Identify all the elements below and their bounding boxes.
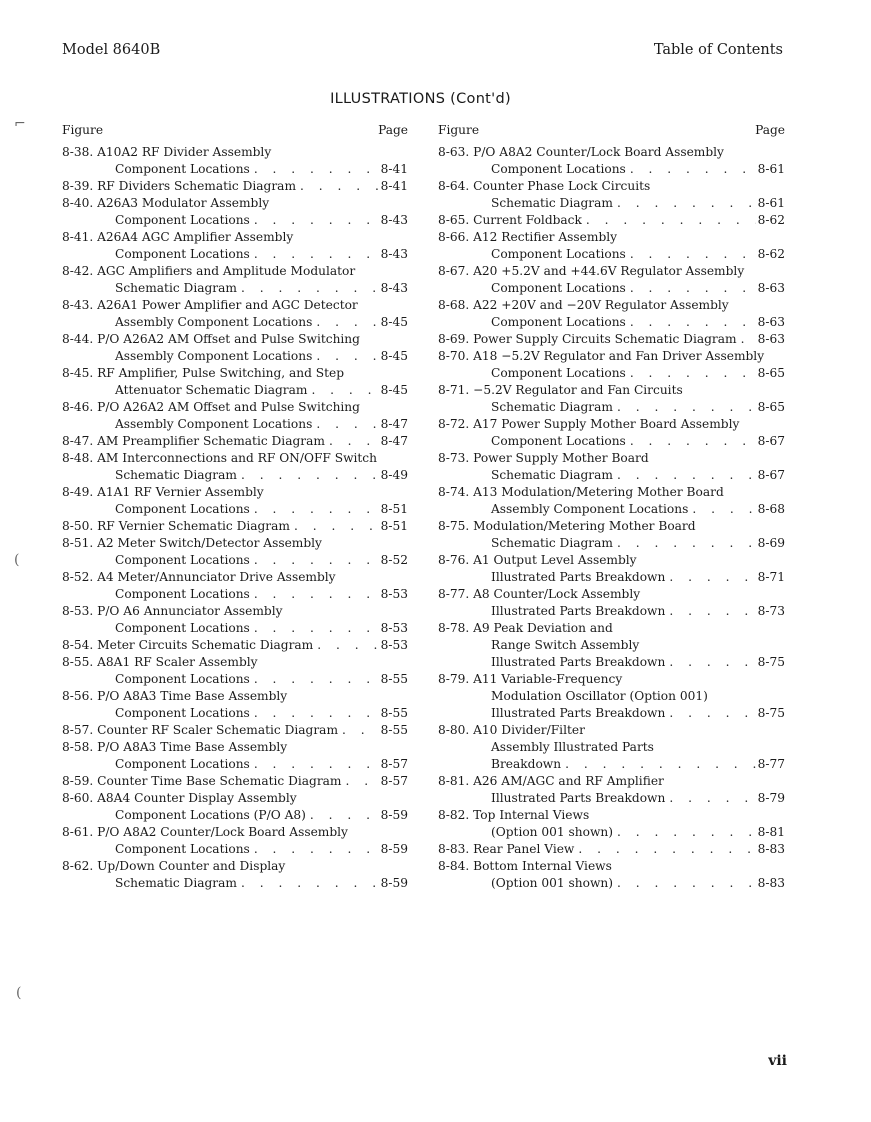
toc-entry-text: 8-61. P/O A8A2 Counter/Lock Board Assembly bbox=[62, 825, 348, 839]
dot-leader bbox=[626, 246, 756, 263]
toc-entry-text: 8-79. A11 Variable-Frequency bbox=[438, 672, 623, 686]
toc-entry bbox=[438, 263, 785, 280]
dot-leader bbox=[290, 518, 379, 535]
toc-entry bbox=[62, 297, 408, 314]
toc-entry-text: Range Switch Assembly bbox=[491, 638, 640, 652]
toc-entry-text: 8-56. P/O A8A3 Time Base Assembly bbox=[62, 689, 288, 703]
toc-entry-text: 8-83. Rear Panel View bbox=[438, 842, 575, 856]
toc-entry-text: (Option 001 shown) bbox=[491, 876, 614, 890]
toc-entry bbox=[62, 178, 408, 195]
toc-column-left bbox=[62, 121, 408, 892]
toc-entry-text: 8-82. Top Internal Views bbox=[438, 808, 590, 822]
toc-entry bbox=[438, 144, 785, 161]
toc-entry-text: 8-60. A8A4 Counter Display Assembly bbox=[62, 791, 297, 805]
toc-entry-text: 8-47. AM Preamplifier Schematic Diagram bbox=[62, 434, 325, 448]
toc-entry bbox=[438, 195, 785, 212]
toc-entry-text: Assembly Component Locations bbox=[115, 417, 313, 431]
toc-entry-text: 8-80. A10 Divider/Filter bbox=[438, 723, 585, 737]
toc-entry bbox=[62, 501, 408, 518]
column-header bbox=[62, 121, 408, 139]
toc-entry-page: 8-62 bbox=[757, 213, 785, 227]
dot-leader bbox=[626, 365, 756, 382]
toc-entry-text: 8-42. AGC Amplifiers and Amplitude Modulator bbox=[62, 264, 356, 278]
toc-entry-text: Modulation Oscillator (Option 001) bbox=[491, 689, 708, 703]
toc-entry-text: 8-77. A8 Counter/Lock Assembly bbox=[438, 587, 641, 601]
running-header-section: Table of Contents bbox=[653, 42, 783, 58]
dot-leader bbox=[561, 756, 756, 773]
toc-entry-text: Component Locations bbox=[491, 281, 626, 295]
toc-entry-text: Component Locations bbox=[115, 587, 250, 601]
toc-entry-text: Assembly Component Locations bbox=[115, 315, 313, 329]
toc-entry bbox=[62, 756, 408, 773]
dot-leader bbox=[737, 331, 756, 348]
dot-leader bbox=[296, 178, 379, 195]
toc-entry-text: Component Locations bbox=[115, 842, 250, 856]
toc-entry-text: Component Locations bbox=[491, 366, 626, 380]
toc-entry-page: 8-62 bbox=[757, 247, 785, 261]
toc-entry-page: 8-49 bbox=[380, 468, 408, 482]
toc-entry bbox=[438, 688, 785, 705]
toc-entry-text: 8-81. A26 AM/AGC and RF Amplifier bbox=[438, 774, 664, 788]
toc-entry-page: 8-53 bbox=[380, 621, 408, 635]
toc-entry-page: 8-65 bbox=[757, 400, 785, 414]
toc-entry-text: 8-52. A4 Meter/Annunciator Drive Assembly bbox=[62, 570, 336, 584]
toc-entry-text: Illustrated Parts Breakdown bbox=[491, 706, 666, 720]
toc-entry-text: 8-62. Up/Down Counter and Display bbox=[62, 859, 286, 873]
toc-entry-text: Schematic Diagram bbox=[491, 196, 613, 210]
toc-entry-page: 8-57 bbox=[380, 757, 408, 771]
toc-entry-text: Breakdown bbox=[491, 757, 562, 771]
dot-leader bbox=[582, 212, 756, 229]
toc-entry-page: 8-67 bbox=[757, 468, 785, 482]
dot-leader bbox=[613, 875, 756, 892]
toc-entry-page: 8-63 bbox=[757, 315, 785, 329]
toc-entry bbox=[62, 535, 408, 552]
toc-entry bbox=[438, 518, 785, 535]
toc-entry-text: Component Locations bbox=[115, 757, 250, 771]
toc-entry-text: Component Locations bbox=[115, 247, 250, 261]
toc-entry bbox=[62, 348, 408, 365]
toc-entry bbox=[62, 433, 408, 450]
toc-entry-page: 8-41 bbox=[380, 162, 408, 176]
toc-entry-text: 8-39. RF Dividers Schematic Diagram bbox=[62, 179, 296, 193]
toc-entry bbox=[438, 654, 785, 671]
toc-entry-text: Assembly Component Locations bbox=[491, 502, 689, 516]
toc-entry-text: 8-59. Counter Time Base Schematic Diagram bbox=[62, 774, 342, 788]
toc-entry bbox=[438, 501, 785, 518]
toc-entry-page: 8-75 bbox=[757, 655, 785, 669]
dot-leader bbox=[250, 620, 379, 637]
dot-leader bbox=[341, 773, 378, 790]
toc-entry-page: 8-61 bbox=[757, 196, 785, 210]
dot-leader bbox=[665, 603, 755, 620]
toc-entry-text: Illustrated Parts Breakdown bbox=[491, 604, 666, 618]
dot-leader bbox=[250, 501, 379, 518]
toc-entry-text: 8-71. −5.2V Regulator and Fan Circuits bbox=[438, 383, 683, 397]
toc-entry bbox=[62, 569, 408, 586]
toc-entry-page: 8-43 bbox=[380, 247, 408, 261]
toc-entry-text: Illustrated Parts Breakdown bbox=[491, 655, 666, 669]
toc-entry bbox=[438, 535, 785, 552]
dot-leader bbox=[338, 722, 379, 739]
toc-entry-page: 8-71 bbox=[757, 570, 785, 584]
toc-entry bbox=[62, 450, 408, 467]
toc-entry-text: 8-40. A26A3 Modulator Assembly bbox=[62, 196, 270, 210]
dot-leader bbox=[237, 280, 379, 297]
toc-entry bbox=[62, 654, 408, 671]
dot-leader bbox=[626, 161, 756, 178]
column-header bbox=[438, 121, 785, 139]
dot-leader bbox=[665, 654, 755, 671]
toc-entry bbox=[438, 297, 785, 314]
toc-entry-page: 8-61 bbox=[757, 162, 785, 176]
page-title: ILLUSTRATIONS (Cont'd) bbox=[330, 91, 511, 107]
toc-entry-text: Schematic Diagram bbox=[115, 876, 237, 890]
toc-entry bbox=[438, 807, 785, 824]
toc-entry bbox=[62, 518, 408, 535]
toc-entry bbox=[438, 552, 785, 569]
dot-leader bbox=[626, 314, 756, 331]
dot-leader bbox=[626, 280, 756, 297]
dot-leader bbox=[325, 433, 379, 450]
toc-entry-page: 8-43 bbox=[380, 213, 408, 227]
toc-entry bbox=[62, 229, 408, 246]
toc-entry bbox=[62, 365, 408, 382]
dot-leader bbox=[250, 212, 379, 229]
toc-entry bbox=[438, 790, 785, 807]
toc-entry-text: Schematic Diagram bbox=[115, 281, 237, 295]
toc-entry bbox=[62, 399, 408, 416]
toc-entry-text: 8-69. Power Supply Circuits Schematic Diagram bbox=[438, 332, 737, 346]
dot-leader bbox=[613, 535, 756, 552]
toc-entry-text: 8-44. P/O A26A2 AM Offset and Pulse Switching bbox=[62, 332, 360, 346]
toc-entry bbox=[62, 705, 408, 722]
binder-hole-mark: ⌐ bbox=[14, 116, 26, 132]
toc-entry-text: 8-72. A17 Power Supply Mother Board Assembly bbox=[438, 417, 740, 431]
toc-entry-text: Assembly Component Locations bbox=[115, 349, 313, 363]
toc-entry-text: 8-54. Meter Circuits Schematic Diagram bbox=[62, 638, 314, 652]
toc-entry bbox=[62, 212, 408, 229]
figure-column-label: Figure bbox=[438, 123, 480, 137]
toc-entry-text: 8-75. Modulation/Metering Mother Board bbox=[438, 519, 696, 533]
toc-entry-page: 8-75 bbox=[757, 706, 785, 720]
toc-column-right bbox=[438, 121, 785, 892]
toc-entry bbox=[438, 161, 785, 178]
dot-leader bbox=[237, 875, 379, 892]
page-column-label: Page bbox=[755, 123, 785, 137]
toc-entry-text: 8-74. A13 Modulation/Metering Mother Board bbox=[438, 485, 724, 499]
dot-leader bbox=[250, 161, 379, 178]
running-header-model: Model 8640B bbox=[62, 42, 161, 58]
toc-entry bbox=[438, 858, 785, 875]
toc-entry-page: 8-63 bbox=[757, 281, 785, 295]
toc-entry bbox=[438, 246, 785, 263]
dot-leader bbox=[307, 382, 378, 399]
toc-entry-text: 8-51. A2 Meter Switch/Detector Assembly bbox=[62, 536, 322, 550]
toc-entry bbox=[438, 416, 785, 433]
toc-entry bbox=[62, 620, 408, 637]
toc-entry bbox=[438, 450, 785, 467]
toc-entry bbox=[62, 671, 408, 688]
toc-entry-text: 8-66. A12 Rectifier Assembly bbox=[438, 230, 618, 244]
toc-entry bbox=[62, 331, 408, 348]
toc-entry-text: Component Locations bbox=[115, 213, 250, 227]
dot-leader bbox=[237, 467, 379, 484]
toc-entry-text: (Option 001 shown) bbox=[491, 825, 614, 839]
toc-entry bbox=[62, 314, 408, 331]
toc-entry-text: Illustrated Parts Breakdown bbox=[491, 791, 666, 805]
toc-entry-text: Component Locations bbox=[115, 553, 250, 567]
toc-entry-page: 8-45 bbox=[380, 349, 408, 363]
toc-entry bbox=[438, 433, 785, 450]
toc-entry bbox=[438, 620, 785, 637]
toc-entry-text: 8-50. RF Vernier Schematic Diagram bbox=[62, 519, 290, 533]
dot-leader bbox=[613, 467, 756, 484]
toc-entry-page: 8-69 bbox=[757, 536, 785, 550]
toc-entry bbox=[438, 603, 785, 620]
toc-entry-page: 8-47 bbox=[380, 417, 408, 431]
toc-entry-page: 8-45 bbox=[380, 315, 408, 329]
toc-entry bbox=[438, 637, 785, 654]
toc-entry bbox=[62, 263, 408, 280]
toc-entry-page: 8-51 bbox=[380, 502, 408, 516]
toc-entry-text: 8-78. A9 Peak Deviation and bbox=[438, 621, 613, 635]
toc-entry bbox=[438, 365, 785, 382]
toc-entry bbox=[62, 416, 408, 433]
toc-entry-text: Illustrated Parts Breakdown bbox=[491, 570, 666, 584]
toc-entry-text: Component Locations (P/O A8) bbox=[115, 808, 306, 822]
toc-entry bbox=[62, 807, 408, 824]
toc-entry-text: 8-76. A1 Output Level Assembly bbox=[438, 553, 637, 567]
dot-leader bbox=[250, 756, 379, 773]
toc-entry-text: 8-65. Current Foldback bbox=[438, 213, 582, 227]
toc-entry bbox=[438, 569, 785, 586]
toc-entry bbox=[438, 739, 785, 756]
dot-leader bbox=[250, 586, 379, 603]
toc-entry bbox=[62, 824, 408, 841]
dot-leader bbox=[250, 671, 379, 688]
dot-leader bbox=[250, 246, 379, 263]
toc-entry bbox=[62, 382, 408, 399]
toc-entry bbox=[438, 280, 785, 297]
toc-entry bbox=[438, 229, 785, 246]
toc-entries-right bbox=[438, 144, 785, 892]
toc-entries-left bbox=[62, 144, 408, 892]
toc-entry-page: 8-55 bbox=[380, 706, 408, 720]
toc-entry bbox=[62, 739, 408, 756]
toc-entry bbox=[438, 314, 785, 331]
toc-entry bbox=[438, 399, 785, 416]
toc-entry-text: 8-49. A1A1 RF Vernier Assembly bbox=[62, 485, 264, 499]
dot-leader bbox=[250, 552, 379, 569]
toc-entry-text: Component Locations bbox=[491, 434, 626, 448]
toc-entry-page: 8-67 bbox=[757, 434, 785, 448]
dot-leader bbox=[613, 399, 756, 416]
toc-entry-text: Schematic Diagram bbox=[491, 468, 613, 482]
binder-hole-mark: ( bbox=[14, 552, 20, 568]
toc-entry bbox=[62, 161, 408, 178]
toc-entry-text: Assembly Illustrated Parts bbox=[491, 740, 654, 754]
toc-entry bbox=[438, 841, 785, 858]
toc-entry bbox=[438, 586, 785, 603]
toc-entry-text: Component Locations bbox=[491, 247, 626, 261]
toc-entry bbox=[438, 348, 785, 365]
toc-entry bbox=[62, 484, 408, 501]
toc-entry-page: 8-81 bbox=[757, 825, 785, 839]
dot-leader bbox=[613, 824, 756, 841]
toc-entry bbox=[438, 705, 785, 722]
dot-leader bbox=[306, 807, 379, 824]
toc-entry-text: 8-64. Counter Phase Lock Circuits bbox=[438, 179, 651, 193]
toc-entry bbox=[62, 467, 408, 484]
toc-entry bbox=[62, 603, 408, 620]
toc-entry bbox=[438, 875, 785, 892]
toc-entry bbox=[62, 586, 408, 603]
toc-entry-page: 8-59 bbox=[380, 808, 408, 822]
toc-entry bbox=[438, 756, 785, 773]
toc-entry-text: Schematic Diagram bbox=[491, 536, 613, 550]
toc-entry-page: 8-55 bbox=[380, 723, 408, 737]
toc-entry-text: Component Locations bbox=[491, 162, 626, 176]
toc-entry-text: 8-84. Bottom Internal Views bbox=[438, 859, 612, 873]
toc-entry-text: 8-63. P/O A8A2 Counter/Lock Board Assembly bbox=[438, 145, 724, 159]
toc-entry-page: 8-59 bbox=[380, 876, 408, 890]
toc-entry-page: 8-41 bbox=[380, 179, 408, 193]
toc-entry-page: 8-83 bbox=[757, 876, 785, 890]
toc-entry-text: 8-53. P/O A6 Annunciator Assembly bbox=[62, 604, 283, 618]
toc-entry-text: 8-70. A18 −5.2V Regulator and Fan Driver Assembly bbox=[438, 349, 765, 363]
toc-entry-page: 8-63 bbox=[757, 332, 785, 346]
toc-entry bbox=[62, 195, 408, 212]
toc-entry-page: 8-79 bbox=[757, 791, 785, 805]
toc-entry bbox=[62, 790, 408, 807]
toc-entry-text: Schematic Diagram bbox=[491, 400, 613, 414]
toc-entry bbox=[438, 484, 785, 501]
toc-entry-text: Schematic Diagram bbox=[115, 468, 237, 482]
toc-entry-text: 8-67. A20 +5.2V and +44.6V Regulator Assembly bbox=[438, 264, 745, 278]
toc-entry-text: 8-38. A10A2 RF Divider Assembly bbox=[62, 145, 272, 159]
toc-entry bbox=[62, 246, 408, 263]
toc-entry-text: Component Locations bbox=[115, 502, 250, 516]
toc-entry-text: 8-43. A26A1 Power Amplifier and AGC Detector bbox=[62, 298, 358, 312]
toc-entry bbox=[438, 178, 785, 195]
toc-entry bbox=[62, 688, 408, 705]
dot-leader bbox=[250, 705, 379, 722]
page-number: vii bbox=[768, 1053, 787, 1069]
dot-leader bbox=[665, 790, 755, 807]
dot-leader bbox=[665, 705, 755, 722]
toc-entry bbox=[438, 212, 785, 229]
dot-leader bbox=[312, 348, 378, 365]
toc-entry-text: Attenuator Schematic Diagram bbox=[115, 383, 308, 397]
toc-entry-text: 8-45. RF Amplifier, Pulse Switching, and Step bbox=[62, 366, 345, 380]
toc-entry-text: 8-55. A8A1 RF Scaler Assembly bbox=[62, 655, 258, 669]
toc-entry-text: 8-48. AM Interconnections and RF ON/OFF Switch bbox=[62, 451, 377, 465]
toc-entry-text: Component Locations bbox=[115, 162, 250, 176]
toc-entry bbox=[62, 552, 408, 569]
toc-entry bbox=[62, 841, 408, 858]
toc-entry bbox=[438, 382, 785, 399]
toc-entry bbox=[62, 875, 408, 892]
toc-entry-page: 8-45 bbox=[380, 383, 408, 397]
toc-entry-text: Component Locations bbox=[115, 621, 250, 635]
toc-entry-text: 8-57. Counter RF Scaler Schematic Diagram bbox=[62, 723, 338, 737]
toc-entry-page: 8-52 bbox=[380, 553, 408, 567]
toc-entry-page: 8-55 bbox=[380, 672, 408, 686]
toc-entry bbox=[438, 824, 785, 841]
toc-entry bbox=[62, 773, 408, 790]
toc-entry-page: 8-51 bbox=[380, 519, 408, 533]
toc-entry bbox=[438, 331, 785, 348]
toc-entry bbox=[62, 637, 408, 654]
toc-entry-text: Component Locations bbox=[491, 315, 626, 329]
toc-entry bbox=[438, 773, 785, 790]
dot-leader bbox=[665, 569, 755, 586]
dot-leader bbox=[250, 841, 379, 858]
dot-leader bbox=[574, 841, 755, 858]
toc-entry-page: 8-57 bbox=[380, 774, 408, 788]
dot-leader bbox=[688, 501, 755, 518]
toc-entry-page: 8-68 bbox=[757, 502, 785, 516]
binder-hole-mark: ( bbox=[16, 985, 22, 1001]
toc-entry-page: 8-83 bbox=[757, 842, 785, 856]
figure-column-label: Figure bbox=[62, 123, 104, 137]
toc-entry-page: 8-47 bbox=[380, 434, 408, 448]
toc-entry bbox=[438, 671, 785, 688]
toc-entry bbox=[62, 280, 408, 297]
dot-leader bbox=[312, 314, 378, 331]
toc-entry-page: 8-77 bbox=[757, 757, 785, 771]
toc-entry bbox=[62, 144, 408, 161]
toc-entry-text: 8-41. A26A4 AGC Amplifier Assembly bbox=[62, 230, 294, 244]
dot-leader bbox=[613, 195, 756, 212]
toc-entry-text: 8-68. A22 +20V and −20V Regulator Assembly bbox=[438, 298, 729, 312]
toc-entry-page: 8-53 bbox=[380, 638, 408, 652]
dot-leader bbox=[312, 416, 378, 433]
page-column-label: Page bbox=[378, 123, 408, 137]
dot-leader bbox=[313, 637, 378, 654]
toc-entry-text: Component Locations bbox=[115, 706, 250, 720]
toc-entry bbox=[62, 722, 408, 739]
toc-entry-text: Component Locations bbox=[115, 672, 250, 686]
toc-entry-page: 8-53 bbox=[380, 587, 408, 601]
toc-entry bbox=[438, 722, 785, 739]
toc-entry bbox=[438, 467, 785, 484]
toc-entry-text: 8-58. P/O A8A3 Time Base Assembly bbox=[62, 740, 288, 754]
toc-entry-page: 8-65 bbox=[757, 366, 785, 380]
dot-leader bbox=[626, 433, 756, 450]
toc-entry-text: 8-73. Power Supply Mother Board bbox=[438, 451, 649, 465]
toc-entry-page: 8-73 bbox=[757, 604, 785, 618]
toc-entry-page: 8-43 bbox=[380, 281, 408, 295]
toc-entry-text: 8-46. P/O A26A2 AM Offset and Pulse Switching bbox=[62, 400, 360, 414]
toc-entry-page: 8-59 bbox=[380, 842, 408, 856]
toc-entry bbox=[62, 858, 408, 875]
